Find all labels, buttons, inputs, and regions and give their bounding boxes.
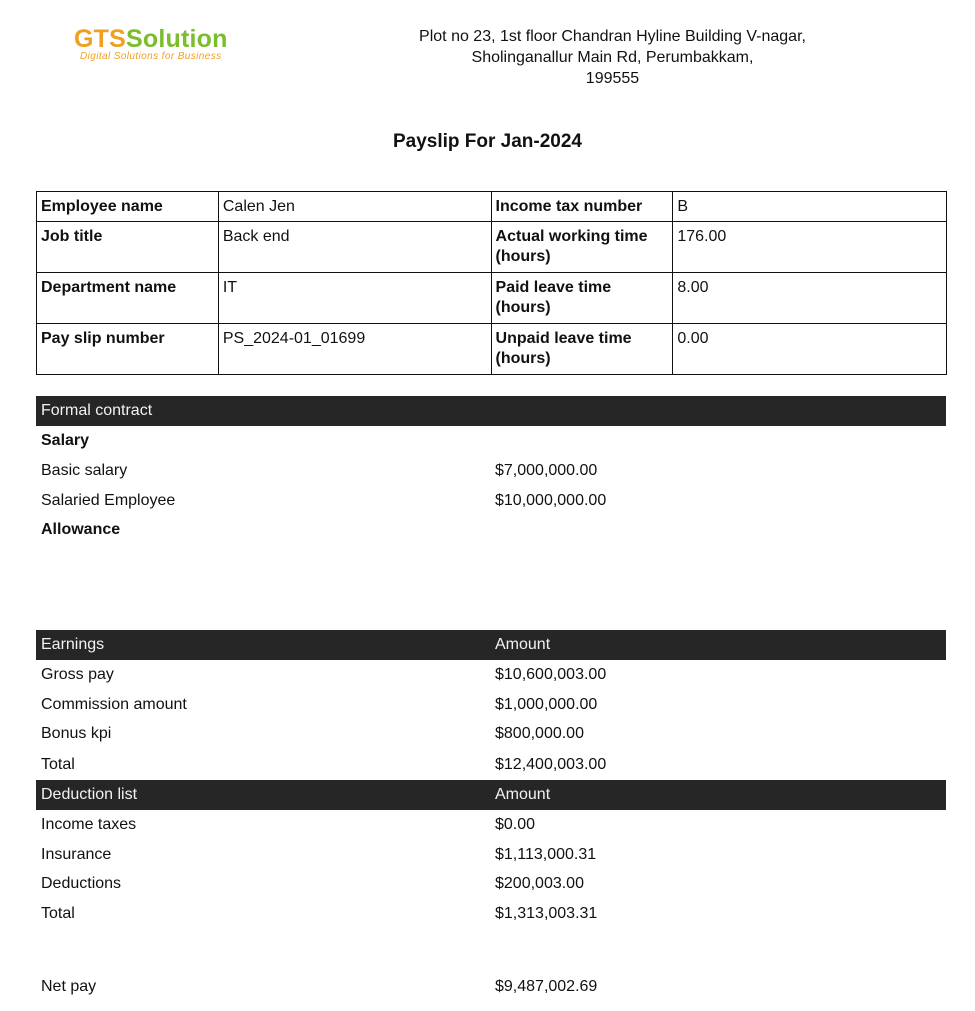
- item-label: Deductions: [41, 875, 122, 892]
- address-line: Sholinganallur Main Rd, Perumbakkam,: [471, 49, 754, 66]
- info-label: Income tax number: [491, 192, 673, 222]
- info-value: Calen Jen: [218, 192, 491, 222]
- logo-tagline: Digital Solutions for Business: [80, 51, 222, 62]
- deductions-header: [36, 780, 946, 810]
- earnings-header: [36, 630, 946, 660]
- item-amount: $1,000,000.00: [495, 696, 598, 713]
- table-row: [37, 222, 947, 273]
- list-item: [36, 693, 946, 717]
- table-row: [37, 273, 947, 324]
- allowance-heading: Allowance: [41, 521, 121, 538]
- logo-brand-part1: GTS: [74, 25, 126, 53]
- item-amount: $12,400,003.00: [495, 756, 607, 773]
- list-item: [36, 813, 946, 837]
- section-header-label: Deduction list: [41, 786, 138, 803]
- item-label: Total: [41, 756, 75, 773]
- section-header-label: Earnings: [41, 636, 105, 653]
- info-value: PS_2024-01_01699: [218, 324, 491, 375]
- info-value: 176.00: [673, 222, 947, 273]
- item-label: Salaried Employee: [41, 492, 176, 509]
- item-label: Total: [41, 905, 75, 922]
- info-label: Unpaid leave time (hours): [491, 324, 673, 375]
- info-label: Job title: [37, 222, 219, 273]
- amount-header-label: Amount: [495, 636, 551, 653]
- section-header-label: Formal contract: [41, 402, 153, 419]
- net-pay-label: Net pay: [41, 978, 97, 995]
- list-item: [36, 753, 946, 777]
- allowance-heading-row: [36, 518, 946, 542]
- address-line: Plot no 23, 1st floor Chandran Hyline Building V-nagar,: [419, 28, 806, 45]
- item-amount: $1,113,000.31: [495, 846, 597, 863]
- info-label: Pay slip number: [37, 324, 219, 375]
- page-title: Payslip For Jan-2024: [392, 131, 583, 152]
- list-item: [36, 902, 946, 926]
- list-item: [36, 663, 946, 687]
- item-label: Basic salary: [41, 462, 128, 479]
- table-row: [37, 192, 947, 222]
- info-value: 8.00: [673, 273, 947, 324]
- list-item: [36, 489, 946, 513]
- net-pay-amount: $9,487,002.69: [495, 978, 598, 995]
- item-amount: $10,600,003.00: [495, 666, 607, 683]
- item-label: Insurance: [41, 846, 112, 863]
- item-amount: $800,000.00: [495, 725, 584, 742]
- info-value: Back end: [218, 222, 491, 273]
- item-label: Bonus kpi: [41, 725, 112, 742]
- info-value: IT: [218, 273, 491, 324]
- info-label: Employee name: [37, 192, 219, 222]
- list-item: [36, 459, 946, 483]
- item-amount: $200,003.00: [495, 875, 584, 892]
- list-item: [36, 722, 946, 746]
- company-logo: [74, 26, 228, 62]
- formal-contract-header: [36, 396, 946, 426]
- info-label: Actual working time (hours): [491, 222, 673, 273]
- item-amount: $10,000,000.00: [495, 492, 607, 509]
- info-value: B: [673, 192, 947, 222]
- item-amount: $1,313,003.31: [495, 905, 598, 922]
- salary-heading-row: [36, 429, 946, 453]
- info-value: 0.00: [673, 324, 947, 375]
- address-line: 199555: [585, 70, 640, 87]
- item-amount: $7,000,000.00: [495, 462, 598, 479]
- table-row: [37, 324, 947, 375]
- item-amount: $0.00: [495, 816, 536, 833]
- net-pay-row: [36, 975, 946, 999]
- list-item: [36, 872, 946, 896]
- item-label: Gross pay: [41, 666, 114, 683]
- item-label: Commission amount: [41, 696, 187, 713]
- employee-info-table: [36, 191, 947, 375]
- info-label: Paid leave time (hours): [491, 273, 673, 324]
- logo-brand-part2: Solution: [126, 25, 228, 53]
- amount-header-label: Amount: [495, 786, 551, 803]
- info-label: Department name: [37, 273, 219, 324]
- list-item: [36, 843, 946, 867]
- item-label: Income taxes: [41, 816, 137, 833]
- salary-heading: Salary: [41, 432, 90, 449]
- company-address: [380, 26, 845, 89]
